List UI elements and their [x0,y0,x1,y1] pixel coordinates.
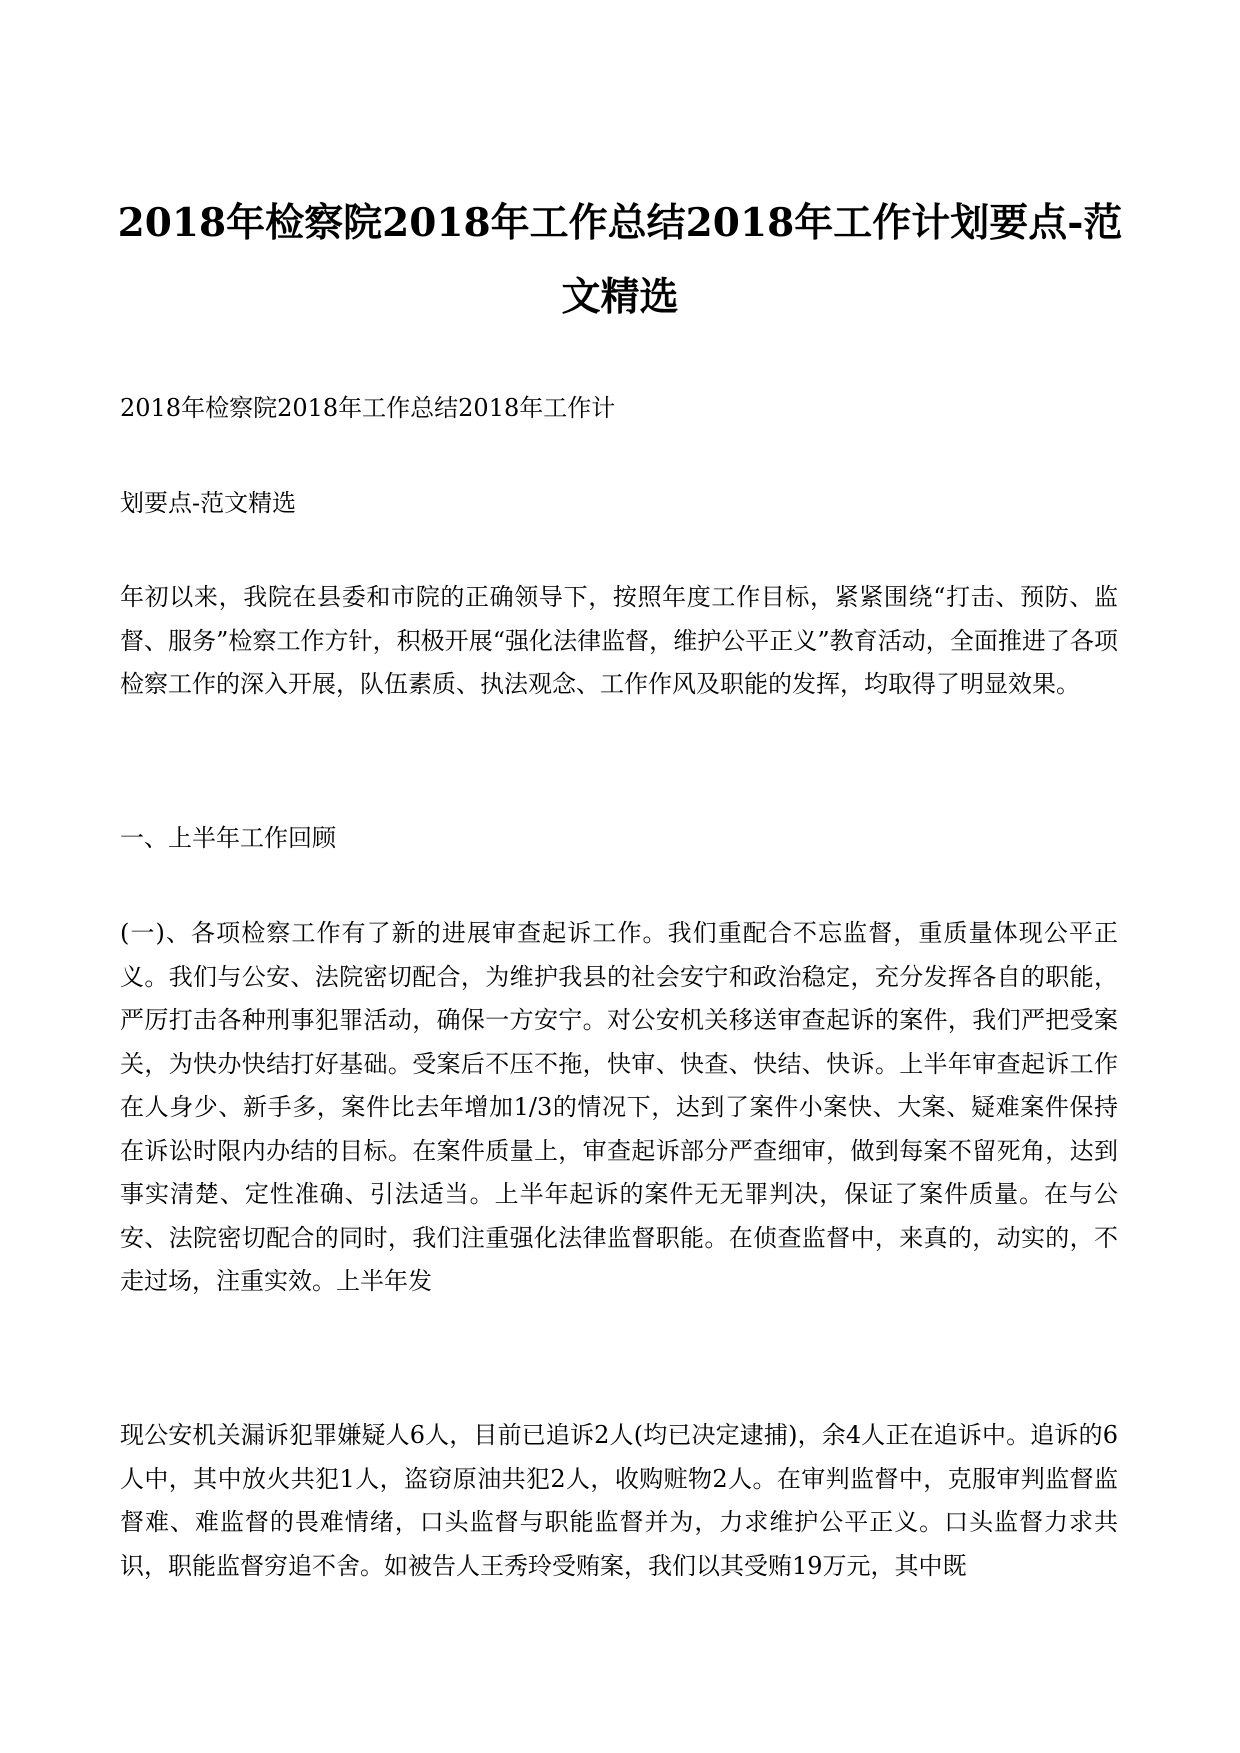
document-title: 2018年检察院2018年工作总结2018年工作计划要点-范文精选 [117,200,1123,320]
intro-paragraph: 年初以来，我院在县委和市院的正确领导下，按照年度工作目标，紧紧围绕“打击、预防、监督、服务”检察工作方针，积极开展“强化法律监督，维护公平正义”教育活动，全面推进了各项检察工作的深入开展，队伍素质、执法观念、工作作风及职能的发挥，均取得了明显效果。 [120,583,1118,698]
subtitle-line-2: 划要点-范文精选 [120,489,297,517]
section-heading: 一、上半年工作回顾 [120,824,336,852]
body-paragraph: (一)、各项检察工作有了新的进展审查起诉工作。我们重配合不忘监督，重质量体现公平正义。我们与公安、法院密切配合，为维护我县的社会安宁和政治稳定，充分发挥各自的职能，严厉打击各种刑事犯罪活动，确保一方安宁。对公安机关移送审查起诉的案件，我们严把受案关，为快办快结打好基础。受案后不压不拖，快审、快查、快结、快诉。上半年审查起诉工作在人身少、新手多，案件比去年增加1/3的情况下，达到了案件小案快、大案、疑难案件保持在诉讼时限内办结的目标。在案件质量上，审查起诉部分严查细审，做到每案不留死角，达到事实清楚、定性准确、引法适当。上半年起诉的案件无无罪判决，保证了案件质量。在与公安、法院密切配合的同时，我们注重强化法律监督职能。在侦查监督中，来真的，动实的，不走过场，注重实效。上半年发 [120,919,1118,1295]
subtitle-line-1: 2018年检察院2018年工作总结2018年工作计 [120,394,616,422]
body-paragraph: 现公安机关漏诉犯罪嫌疑人6人，目前已追诉2人(均已决定逮捕)，余4人正在追诉中。追诉的6人中，其中放火共犯1人，盗窃原油共犯2人，收购赃物2人。在审判监督中，克服审判监督监督难、难监督的畏难情绪，口头监督与职能监督并为，力求维护公平正义。口头监督力求共识，职能监督穷追不舍。如被告人王秀玲受贿案，我们以其受贿19万元，其中既 [120,1421,1118,1580]
